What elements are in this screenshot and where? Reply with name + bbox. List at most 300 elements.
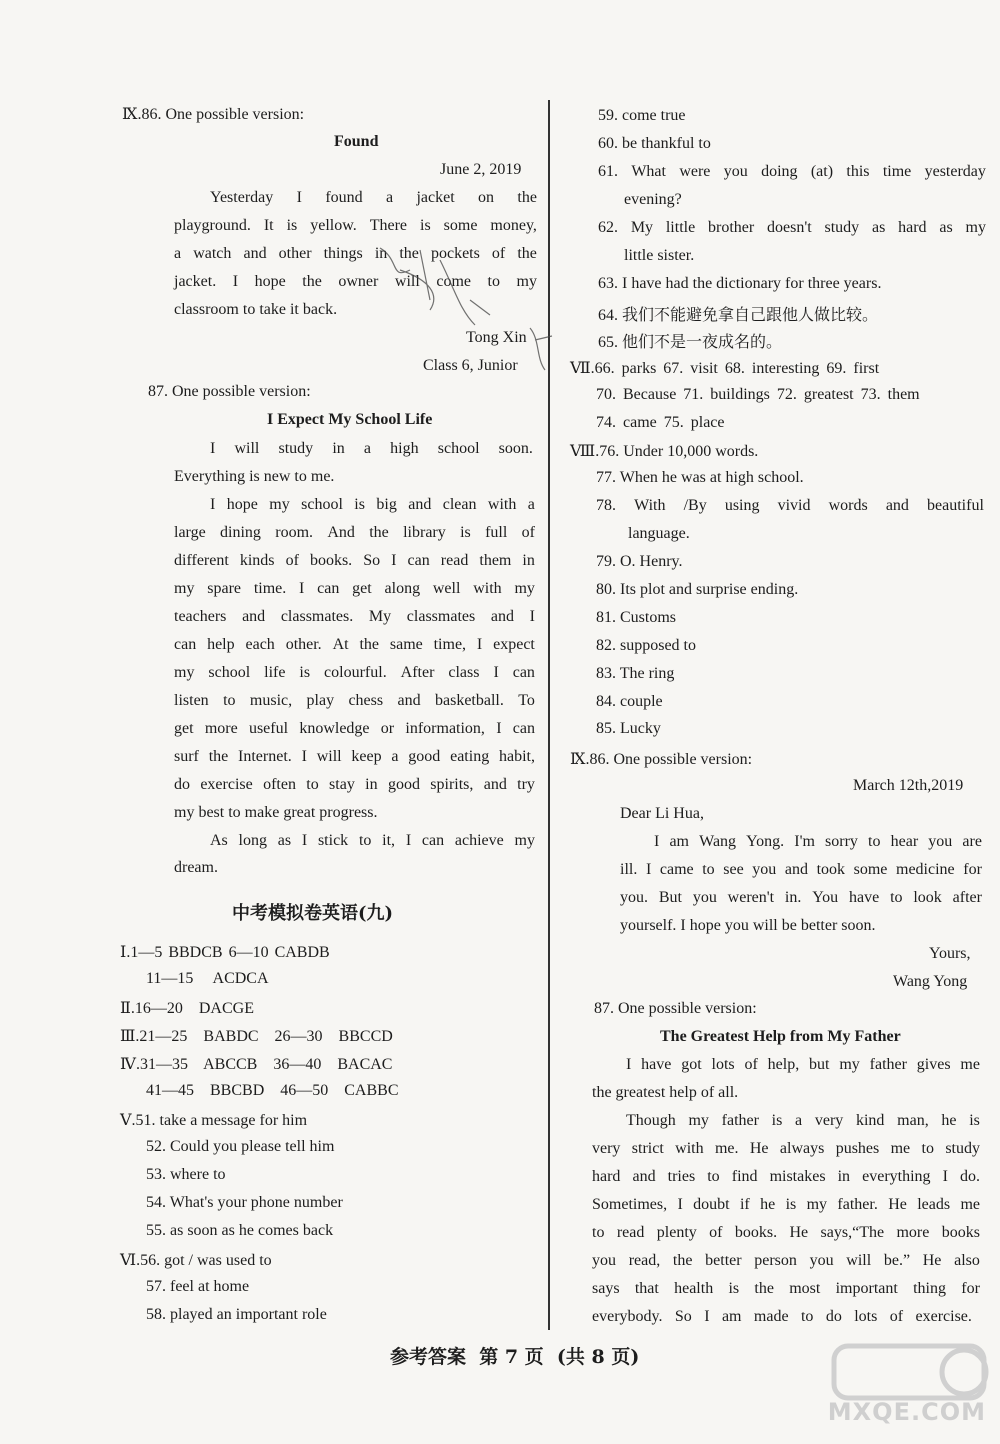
word: will (846, 1252, 872, 1269)
text-line (174, 776, 535, 794)
word: I (296, 189, 302, 206)
word: I (626, 1056, 632, 1073)
word: study (945, 1140, 980, 1157)
word: chess (348, 692, 384, 709)
answer-line: language. (628, 525, 690, 542)
word: classmates. (280, 608, 354, 625)
word: can (174, 636, 197, 653)
word: read (616, 1224, 645, 1241)
handwritten-scribble (360, 240, 560, 390)
word: school (437, 440, 480, 457)
text-line: my best to make great progress. (174, 804, 378, 821)
word: he (760, 1196, 776, 1213)
word: lots (854, 1308, 878, 1325)
word: I (654, 833, 660, 850)
word: see (723, 861, 744, 878)
word: clean (442, 496, 477, 513)
word: the (399, 245, 419, 262)
word: Yesterday (210, 189, 274, 206)
word: And (327, 524, 355, 541)
word: do (174, 776, 190, 793)
word: and (885, 497, 909, 514)
word: will (394, 273, 420, 290)
word: pockets (430, 245, 480, 262)
word: health (674, 1280, 714, 1297)
word: in (365, 776, 378, 793)
word: I (210, 496, 216, 513)
word: gives (916, 1056, 951, 1073)
answer-line: Ⅷ.76. Under 10,000 words. (570, 443, 759, 460)
answer-line: Ⅶ.66. parks 67. visit 68. interesting 69. first (570, 360, 880, 377)
word: along (384, 580, 421, 597)
word: doing (761, 163, 798, 180)
word: do. (959, 1168, 980, 1185)
word: dining (220, 524, 261, 541)
word: library (403, 524, 446, 541)
answer-line: 85. Lucky (596, 720, 661, 737)
word: beautiful (927, 497, 984, 514)
text-line: classroom to take it back. (174, 301, 338, 318)
word: He (922, 1252, 942, 1269)
word: I (232, 273, 239, 290)
word: time, (433, 636, 467, 653)
letter-signature: Wang Yong (893, 973, 968, 990)
word: is (969, 1112, 980, 1129)
word: that (634, 1280, 659, 1297)
word: teachers (174, 608, 227, 625)
text-line (210, 440, 533, 458)
text-line (620, 861, 982, 879)
word: yellow. (310, 217, 357, 234)
answer-line: 41—45 BBCBD 46—50 CABBC (146, 1082, 399, 1099)
word: me. (714, 1140, 739, 1157)
word: I (476, 636, 483, 653)
word: some (853, 861, 888, 878)
word: a (795, 1112, 803, 1129)
word: achieve (454, 832, 504, 849)
word: my (174, 664, 195, 681)
word: thing (913, 1280, 946, 1297)
word: hard (898, 219, 927, 236)
word: in (522, 552, 535, 569)
word: My (368, 608, 392, 625)
word: big (376, 496, 397, 513)
text-line: Everything is new to me. (174, 468, 335, 485)
word: in (332, 440, 345, 457)
answer-line: 60. be thankful to (598, 135, 711, 152)
word: full (485, 524, 508, 541)
answer-line (598, 163, 986, 181)
text-line (174, 552, 535, 570)
text-line (626, 1112, 980, 1130)
word: will (234, 440, 260, 457)
word: I (529, 608, 535, 625)
word: me (960, 1196, 980, 1213)
word: exercise (200, 776, 253, 793)
answer-line: 52. Could you please tell him (146, 1138, 335, 1155)
word: play (306, 692, 335, 709)
letter-closing: Yours, (929, 945, 971, 962)
word: am (721, 1308, 742, 1325)
word: good (408, 748, 441, 765)
answer-line: 82. supposed to (596, 637, 696, 654)
word: also (954, 1252, 980, 1269)
text-line (174, 692, 535, 710)
word: a (363, 440, 372, 457)
q87-heading: 87. One possible version: (148, 383, 311, 400)
word: a (391, 748, 399, 765)
word: basketball. (435, 692, 504, 709)
word: strict (631, 1140, 664, 1157)
word: a (174, 245, 182, 262)
word: in (837, 1168, 851, 1185)
word: you (928, 833, 953, 850)
word: or (380, 720, 395, 737)
answer-line: 70. Because 71. buildings 72. greatest 73. them (596, 386, 920, 403)
essay-title-school-life: I Expect My School Life (267, 411, 433, 428)
word: can (512, 664, 535, 681)
word: lots (711, 1056, 735, 1073)
word: high (390, 440, 419, 457)
word: He (888, 1196, 907, 1213)
word: I (391, 552, 397, 569)
word: can (421, 832, 445, 849)
answer-line: 65. 他们不是一夜成名的。 (598, 334, 783, 351)
word: tries (667, 1168, 696, 1185)
word: most (789, 1280, 821, 1297)
q86-heading: Ⅸ.86. One possible version: (570, 751, 753, 768)
word: with (487, 496, 517, 513)
word: school (208, 664, 251, 681)
word: and (243, 245, 267, 262)
text-line (592, 1280, 980, 1298)
text-line (210, 496, 535, 514)
word: will (316, 748, 342, 765)
word: is (286, 217, 298, 234)
word: everybody. (592, 1308, 663, 1325)
word: spare (207, 580, 242, 597)
text-line (592, 1252, 980, 1270)
word: my (516, 273, 537, 290)
word: I (493, 664, 499, 681)
word: made (753, 1308, 789, 1325)
answer-line: Ⅱ.16—20 DACGE (120, 1000, 254, 1017)
word: is (299, 664, 311, 681)
word: My (630, 219, 654, 236)
answer-line: Ⅴ.51. take a message for him (120, 1112, 308, 1129)
word: doubt (693, 1196, 730, 1213)
word: I (942, 1168, 948, 1185)
word: life (264, 664, 286, 681)
word: am (669, 833, 689, 850)
word: important (835, 1280, 898, 1297)
word: other. (285, 636, 322, 653)
word: my (514, 580, 535, 597)
word: What (631, 163, 666, 180)
word: ill. (620, 861, 638, 878)
word: if (739, 1196, 750, 1213)
word: the (517, 245, 537, 262)
word: and (397, 692, 421, 709)
word: colourful. (324, 664, 387, 681)
word: on (478, 189, 495, 206)
text-line (210, 832, 535, 850)
text-line (592, 1308, 972, 1326)
word: and (242, 608, 266, 625)
text-line: dream. (174, 859, 218, 876)
word: the (208, 748, 229, 765)
text-line (210, 189, 537, 207)
answer-line: evening? (624, 191, 682, 208)
answer-line: little sister. (624, 247, 695, 264)
word: music, (249, 692, 293, 709)
text-line (626, 1056, 980, 1074)
q87-heading: 87. One possible version: (594, 1000, 757, 1017)
word: my (514, 832, 535, 849)
answer-line: 53. where to (146, 1166, 226, 1183)
text-line (592, 1140, 980, 1158)
word: weren't (727, 889, 775, 906)
word: found (325, 189, 363, 206)
essay-date: June 2, 2019 (440, 161, 522, 178)
word: kind (855, 1112, 885, 1129)
word: you (723, 163, 748, 180)
word: father (869, 1056, 907, 1073)
word: good (387, 776, 420, 793)
word: person (754, 1252, 797, 1269)
word: stay (329, 776, 355, 793)
answer-line: 81. Customs (596, 609, 677, 626)
word: everything (862, 1168, 931, 1185)
word: You (812, 889, 839, 906)
word: the (672, 1252, 693, 1269)
word: and (632, 1168, 656, 1185)
answer-line: 59. come true (598, 107, 686, 124)
page-footer: 参考答案 第 7 页 (共 8 页) (390, 1346, 640, 1368)
word: spirits, (430, 776, 474, 793)
word: other (278, 245, 312, 262)
word: is (728, 1280, 740, 1297)
word: you (592, 1252, 616, 1269)
text-line (174, 664, 535, 682)
word: you (752, 861, 777, 878)
word: got (681, 1056, 702, 1073)
word: is (785, 1196, 797, 1213)
answer-line: 63. I have had the dictionary for three years. (598, 275, 882, 292)
word: is (460, 524, 471, 541)
word: little (665, 219, 696, 236)
word: exercise. (915, 1308, 972, 1325)
word: it, (382, 832, 396, 849)
word: took (816, 861, 846, 878)
word: try (517, 776, 535, 793)
word: leads (917, 1196, 951, 1213)
word: this (846, 163, 870, 180)
word: using (724, 497, 760, 514)
word: jacket (416, 189, 455, 206)
text-line: yourself. I hope you will be better soon. (620, 917, 876, 934)
answer-line: 64. 我们不能避免拿自己跟他人做比较。 (598, 307, 879, 324)
word: So (674, 1308, 692, 1325)
word: I (645, 861, 652, 878)
word: as (871, 219, 886, 236)
word: books (941, 1224, 980, 1241)
answer-line: 77. When he was at high school. (596, 469, 804, 486)
word: surf (174, 748, 199, 765)
word: a (386, 189, 394, 206)
word: things (323, 245, 363, 262)
word: my (839, 1056, 860, 1073)
word: them (479, 552, 512, 569)
text-line (174, 720, 535, 738)
word: get (174, 720, 194, 737)
word: and (408, 496, 432, 513)
word: of (521, 524, 535, 541)
word: useful (248, 720, 289, 737)
word: the (359, 636, 379, 653)
word: doesn't (767, 219, 812, 236)
answer-line: 84. couple (596, 693, 663, 710)
word: school (301, 496, 343, 513)
word: as (277, 832, 292, 849)
word: in. (784, 889, 802, 906)
text-line: the greatest help of all. (592, 1084, 739, 1101)
word: with (473, 580, 502, 597)
q86-heading: Ⅸ.86. One possible version: (122, 106, 305, 123)
word: were (679, 163, 711, 180)
word: to (800, 1308, 814, 1325)
word: study (824, 219, 860, 236)
word: in (374, 245, 388, 262)
word: look (913, 889, 942, 906)
word: hope (226, 496, 258, 513)
word: my (806, 1196, 828, 1213)
word: Wang (699, 833, 737, 850)
word: hope (254, 273, 286, 290)
word: my (965, 219, 986, 236)
word: some (443, 217, 478, 234)
word: do (825, 1308, 842, 1325)
word: After (400, 664, 435, 681)
word: help (207, 636, 235, 653)
watermark-logo (826, 1340, 994, 1436)
word: room. (275, 524, 314, 541)
word: father (721, 1112, 759, 1129)
text-line (174, 636, 535, 654)
word: hard (592, 1168, 621, 1185)
word: you (692, 889, 717, 906)
word: find (731, 1168, 758, 1185)
letter-greeting: Dear Li Hua, (620, 805, 704, 822)
answer-line: 80. Its plot and surprise ending. (596, 581, 799, 598)
word: different (174, 552, 229, 569)
word: and (784, 861, 808, 878)
word: to (487, 273, 500, 290)
word: 61. (598, 163, 618, 180)
word: read (440, 552, 469, 569)
word: classmates (406, 608, 476, 625)
text-line (620, 889, 982, 907)
word: my (688, 1112, 709, 1129)
word: watch (193, 245, 232, 262)
word: for (961, 1280, 980, 1297)
word: the (517, 189, 537, 206)
word: get (352, 580, 372, 597)
word: I'm (794, 833, 815, 850)
word: brother (708, 219, 755, 236)
word: money, (490, 217, 537, 234)
word: the (302, 273, 322, 290)
word: study (278, 440, 314, 457)
text-line (174, 580, 535, 598)
answer-line: Ⅲ.21—25 BABDC 26—30 BBCCD (120, 1028, 393, 1045)
word: to (306, 776, 319, 793)
word: mistakes (769, 1168, 826, 1185)
word: sorry (825, 833, 858, 850)
word: better (705, 1252, 742, 1269)
word: to (921, 1140, 934, 1157)
word: each (245, 636, 275, 653)
word: to (358, 832, 372, 849)
word: came (659, 861, 694, 878)
word: It (263, 217, 274, 234)
word: long (238, 832, 267, 849)
word: At (332, 636, 349, 653)
word: and (490, 608, 514, 625)
answer-line: 83. The ring (596, 665, 675, 682)
word: well (432, 580, 461, 597)
word: kinds (239, 552, 275, 569)
word: to (223, 692, 236, 709)
word: Yong. (746, 833, 785, 850)
word: As (210, 832, 228, 849)
word: always (779, 1140, 825, 1157)
word: you (809, 1252, 834, 1269)
word: medicine (896, 861, 955, 878)
word: 62. (598, 219, 618, 236)
word: be.” (883, 1252, 911, 1269)
answer-line: 54. What's your phone number (146, 1194, 343, 1211)
word: more (204, 720, 238, 737)
word: to (702, 861, 715, 878)
word: he (941, 1112, 957, 1129)
word: But (658, 889, 682, 906)
word: jacket. (174, 273, 217, 290)
answer-line: 58. played an important role (146, 1306, 327, 1323)
word: There (369, 217, 408, 234)
word: eating (450, 748, 490, 765)
word: I (496, 720, 502, 737)
answer-line: 57. feel at home (146, 1278, 250, 1295)
word: me (890, 1140, 911, 1157)
word: often (263, 776, 296, 793)
word: to (592, 1224, 605, 1241)
word: He (749, 1140, 769, 1157)
text-line (592, 1196, 980, 1214)
word: class (448, 664, 480, 681)
word: to (890, 889, 903, 906)
answer-line: 79. O. Henry. (596, 553, 683, 570)
word: He (789, 1224, 809, 1241)
word: To (518, 692, 535, 709)
word: says (592, 1280, 620, 1297)
word: (at) (810, 163, 834, 180)
word: books. (734, 1224, 778, 1241)
answer-line: 74. came 75. place (596, 414, 725, 431)
answer-line (596, 497, 984, 515)
word: as (939, 219, 953, 236)
word: says,“The (820, 1224, 885, 1241)
